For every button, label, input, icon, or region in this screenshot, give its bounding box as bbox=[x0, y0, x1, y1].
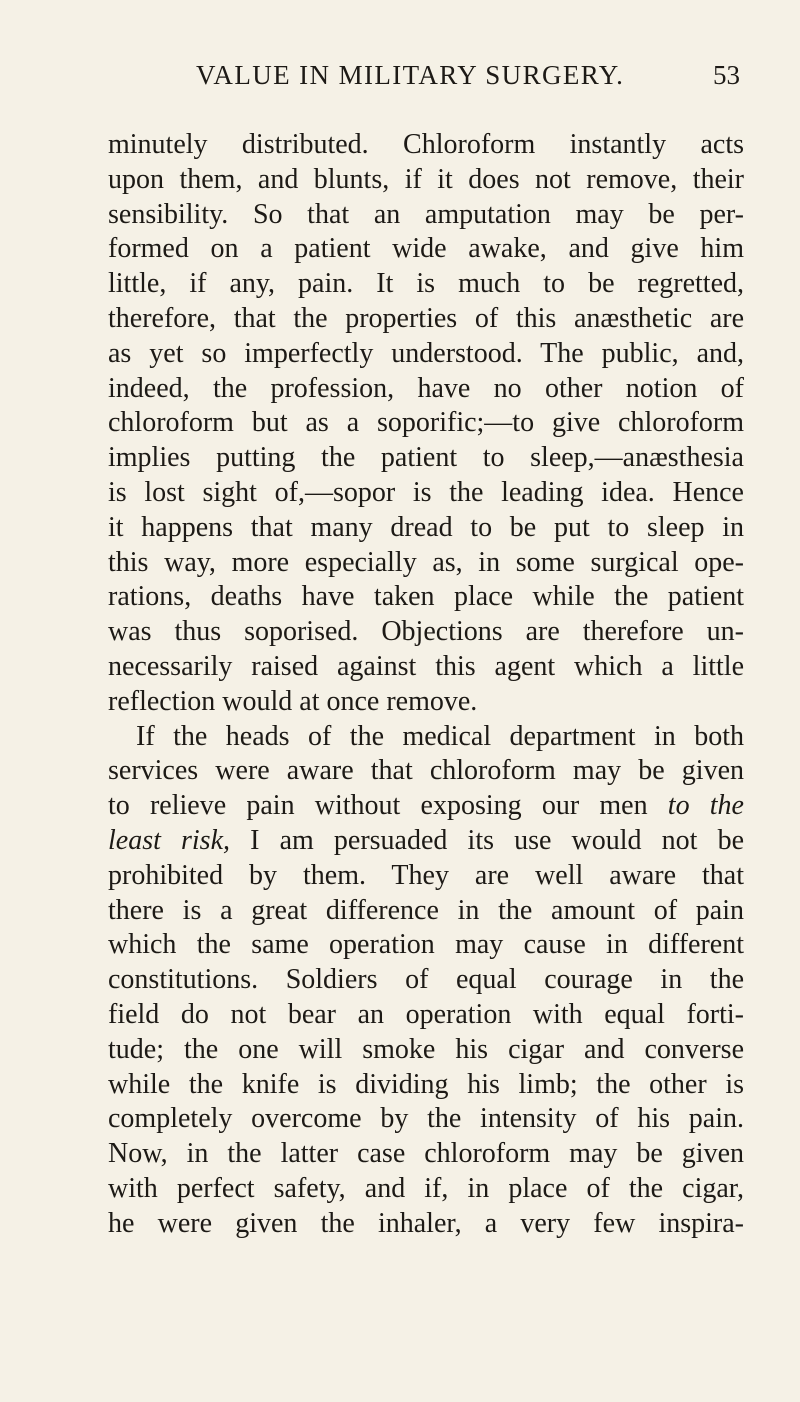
running-title: VALUE IN MILITARY SURGERY. bbox=[196, 60, 625, 90]
text-line: little, if any, pain. It is much to be regretted, bbox=[108, 268, 744, 300]
text-line-with-italic bbox=[108, 789, 744, 824]
text-line: there is a great difference in the amount of pain bbox=[108, 894, 744, 926]
text-line: prohibited by them. They are well aware that bbox=[108, 859, 744, 891]
text-line: which the same operation may cause in different bbox=[108, 929, 744, 961]
page-number: 53 bbox=[713, 60, 740, 90]
running-head bbox=[108, 54, 748, 88]
text-line: while the knife is dividing his limb; the other is bbox=[108, 1068, 744, 1100]
text-line: upon them, and blunts, if it does not remove, their bbox=[108, 163, 744, 195]
body-text bbox=[108, 128, 748, 1242]
text-line-paragraph-end: reflection would at once remove. bbox=[108, 685, 478, 717]
italic-fragment: least risk, bbox=[108, 824, 231, 856]
text-line: indeed, the profession, have no other notion of bbox=[108, 372, 744, 404]
text-line-paragraph-start: If the heads of the medical department in both bbox=[136, 720, 744, 752]
text-line: with perfect safety, and if, in place of the cigar, bbox=[108, 1172, 744, 1204]
text-line: field do not bear an operation with equal forti- bbox=[108, 998, 744, 1030]
text-line: completely overcome by the intensity of his pain. bbox=[108, 1103, 744, 1135]
text-line: services were aware that chloroform may be given bbox=[108, 755, 744, 787]
text-line: sensibility. So that an amputation may be per- bbox=[108, 198, 744, 230]
text-line-with-italic bbox=[108, 824, 744, 859]
text-line: he were given the inhaler, a very few inspira- bbox=[108, 1207, 744, 1239]
text-line: formed on a patient wide awake, and give him bbox=[108, 233, 744, 265]
text-line: rations, deaths have taken place while the patient bbox=[108, 581, 744, 613]
italic-fragment: to the bbox=[667, 790, 744, 822]
text-line: minutely distributed. Chloroform instantly acts bbox=[108, 129, 744, 160]
text-line: necessarily raised against this agent which a little bbox=[108, 650, 744, 682]
text-line: tude; the one will smoke his cigar and converse bbox=[108, 1033, 744, 1065]
text-line: was thus soporised. Objections are therefore un- bbox=[108, 616, 744, 648]
text-line: chloroform but as a soporific;—to give chloroform bbox=[108, 407, 744, 439]
text-fragment: to relieve pain without exposing our men bbox=[108, 790, 648, 822]
text-line: it happens that many dread to be put to sleep in bbox=[108, 511, 744, 543]
text-fragment: I am persuaded its use would not be bbox=[250, 824, 745, 856]
text-line: implies putting the patient to sleep,—anæsthesia bbox=[108, 442, 744, 474]
text-line: Now, in the latter case chloroform may be given bbox=[108, 1138, 744, 1170]
text-line: is lost sight of,—sopor is the leading idea. Hence bbox=[108, 476, 744, 508]
text-line: therefore, that the properties of this anæsthetic are bbox=[108, 302, 744, 334]
text-line: as yet so imperfectly understood. The public, and, bbox=[108, 337, 744, 369]
text-line: constitutions. Soldiers of equal courage in the bbox=[108, 964, 744, 996]
text-line: this way, more especially as, in some surgical ope- bbox=[108, 546, 744, 578]
